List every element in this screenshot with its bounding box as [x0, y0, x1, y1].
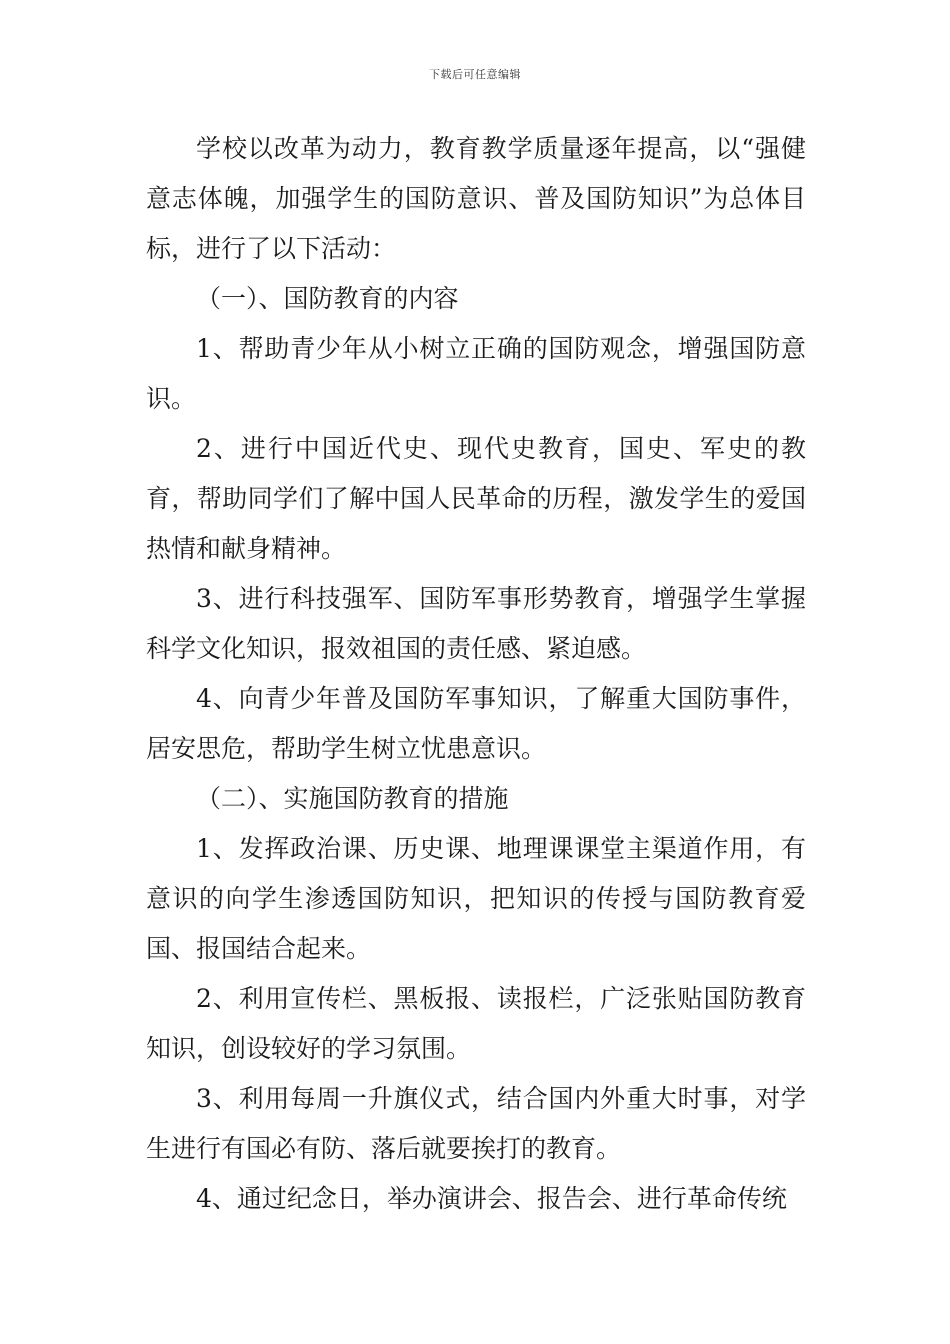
intro-paragraph: 学校以改革为动力，教育教学质量逐年提高，以“强健意志体魄，加强学生的国防意识、普及国防知识”为总体目标，进行了以下活动：: [146, 134, 806, 263]
measure-item-3: 3、利用每周一升旗仪式，结合国内外重大时事，对学生进行有国必有防、落后就要挨打的教育。: [146, 1084, 806, 1163]
section-heading-content: （一）、国防教育的内容: [196, 284, 459, 313]
section-heading-measures: （二）、实施国防教育的措施: [196, 784, 509, 813]
document-body: [146, 124, 806, 1224]
measure-item-2: 2、利用宣传栏、黑板报、读报栏，广泛张贴国防教育知识，创设较好的学习氛围。: [146, 984, 806, 1063]
page-header-note: 下载后可任意编辑: [429, 68, 521, 81]
measure-item-4: 4、通过纪念日，举办演讲会、报告会、进行革命传统: [196, 1184, 787, 1213]
content-item-2: 2、进行中国近代史、现代史教育，国史、军史的教育，帮助同学们了解中国人民革命的历程，激发学生的爱国热情和献身精神。: [146, 434, 806, 563]
content-item-1: 1、帮助青少年从小树立正确的国防观念，增强国防意识。: [146, 334, 806, 413]
content-item-4: 4、向青少年普及国防军事知识，了解重大国防事件，居安思危，帮助学生树立忧患意识。: [146, 684, 806, 763]
content-item-3: 3、进行科技强军、国防军事形势教育，增强学生掌握科学文化知识，报效祖国的责任感、紧迫感。: [146, 584, 806, 663]
measure-item-1: 1、发挥政治课、历史课、地理课课堂主渠道作用，有意识的向学生渗透国防知识，把知识的传授与国防教育爱国、报国结合起来。: [146, 834, 806, 963]
